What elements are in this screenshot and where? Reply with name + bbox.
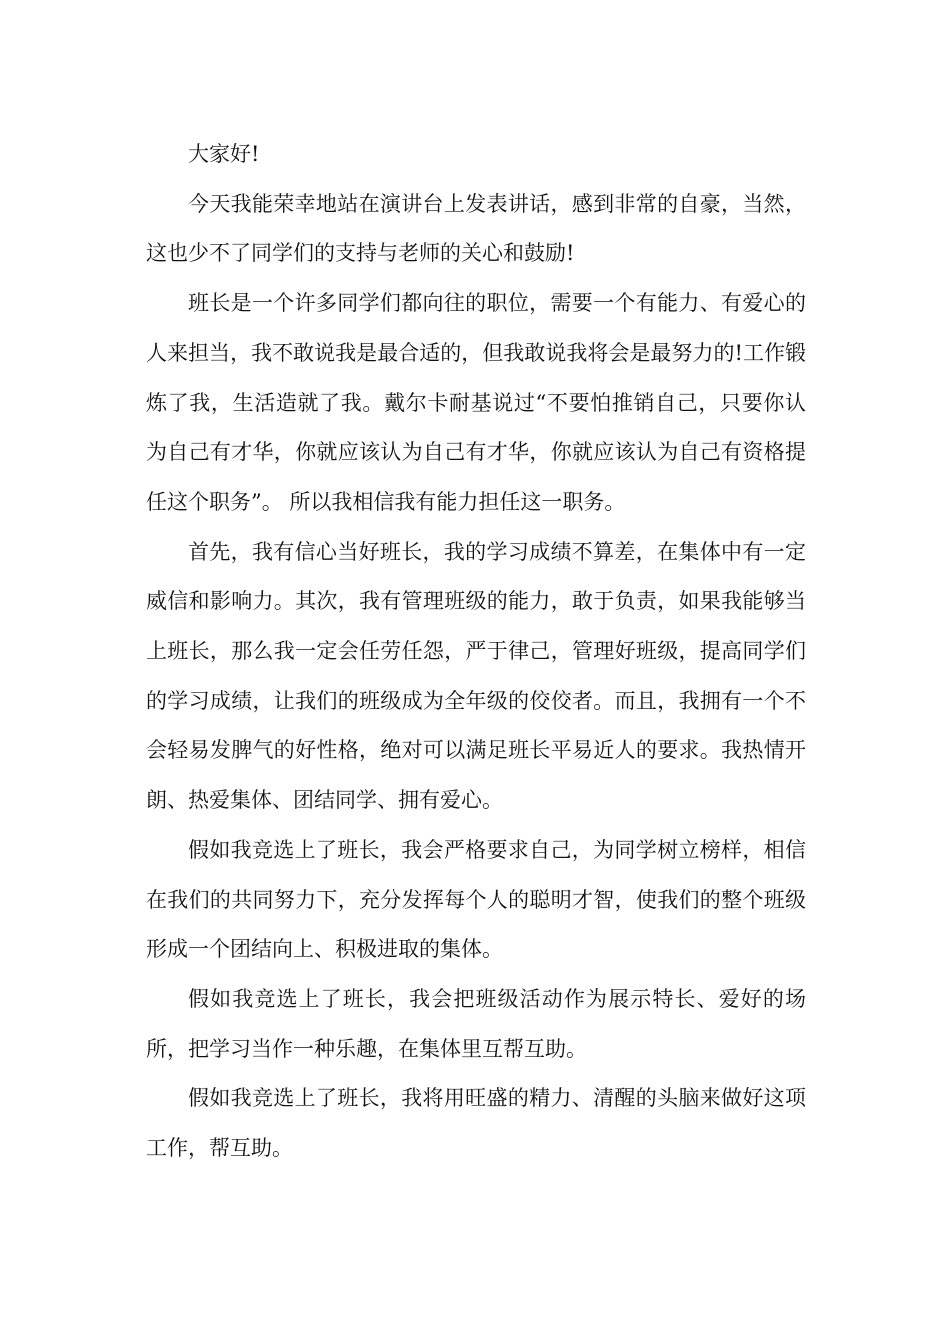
paragraph-intro: 今天我能荣幸地站在演讲台上发表讲话，感到非常的自豪，当然，这也少不了同学们的支持与老师的关心和鼓励! xyxy=(146,191,806,266)
paragraph-greeting: 大家好! xyxy=(188,142,260,166)
paragraph-role: 班长是一个许多同学们都向往的职位，需要一个有能力、有爱心的人来担当，我不敢说我是最合适的，但我敢说我将会是最努力的!工作锻炼了我，生活造就了我。戴尔卡耐基说过“不要怕推销自己，只要你认为自己有才华，你就应该认为自己有才华，你就应该认为自己有资格提任这个职务”。 所以我相信我有能力担任这一职务。 xyxy=(146,291,806,514)
paragraph-plan-2: 假如我竞选上了班长，我会把班级活动作为展示特长、爱好的场所，把学习当作一种乐趣，在集体里互帮互助。 xyxy=(146,986,806,1061)
paragraph-plan-1: 假如我竞选上了班长，我会严格要求自己，为同学树立榜样，相信在我们的共同努力下，充分发挥每个人的聪明才智，使我们的整个班级形成一个团结向上、积极进取的集体。 xyxy=(146,837,806,962)
speech-body xyxy=(146,130,806,1174)
paragraph-plan-3: 假如我竞选上了班长，我将用旺盛的精力、清醒的头脑来做好这项工作，帮互助。 xyxy=(146,1086,806,1161)
paragraph-qualifications: 首先，我有信心当好班长，我的学习成绩不算差，在集体中有一定威信和影响力。其次，我有管理班级的能力，敢于负责，如果我能够当上班长，那么我一定会任劳任怨，严于律己，管理好班级，提高同学们的学习成绩，让我们的班级成为全年级的佼佼者。而且，我拥有一个不会轻易发脾气的好性格，绝对可以满足班长平易近人的要求。我热情开朗、热爱集体、团结同学、拥有爱心。 xyxy=(146,539,806,813)
